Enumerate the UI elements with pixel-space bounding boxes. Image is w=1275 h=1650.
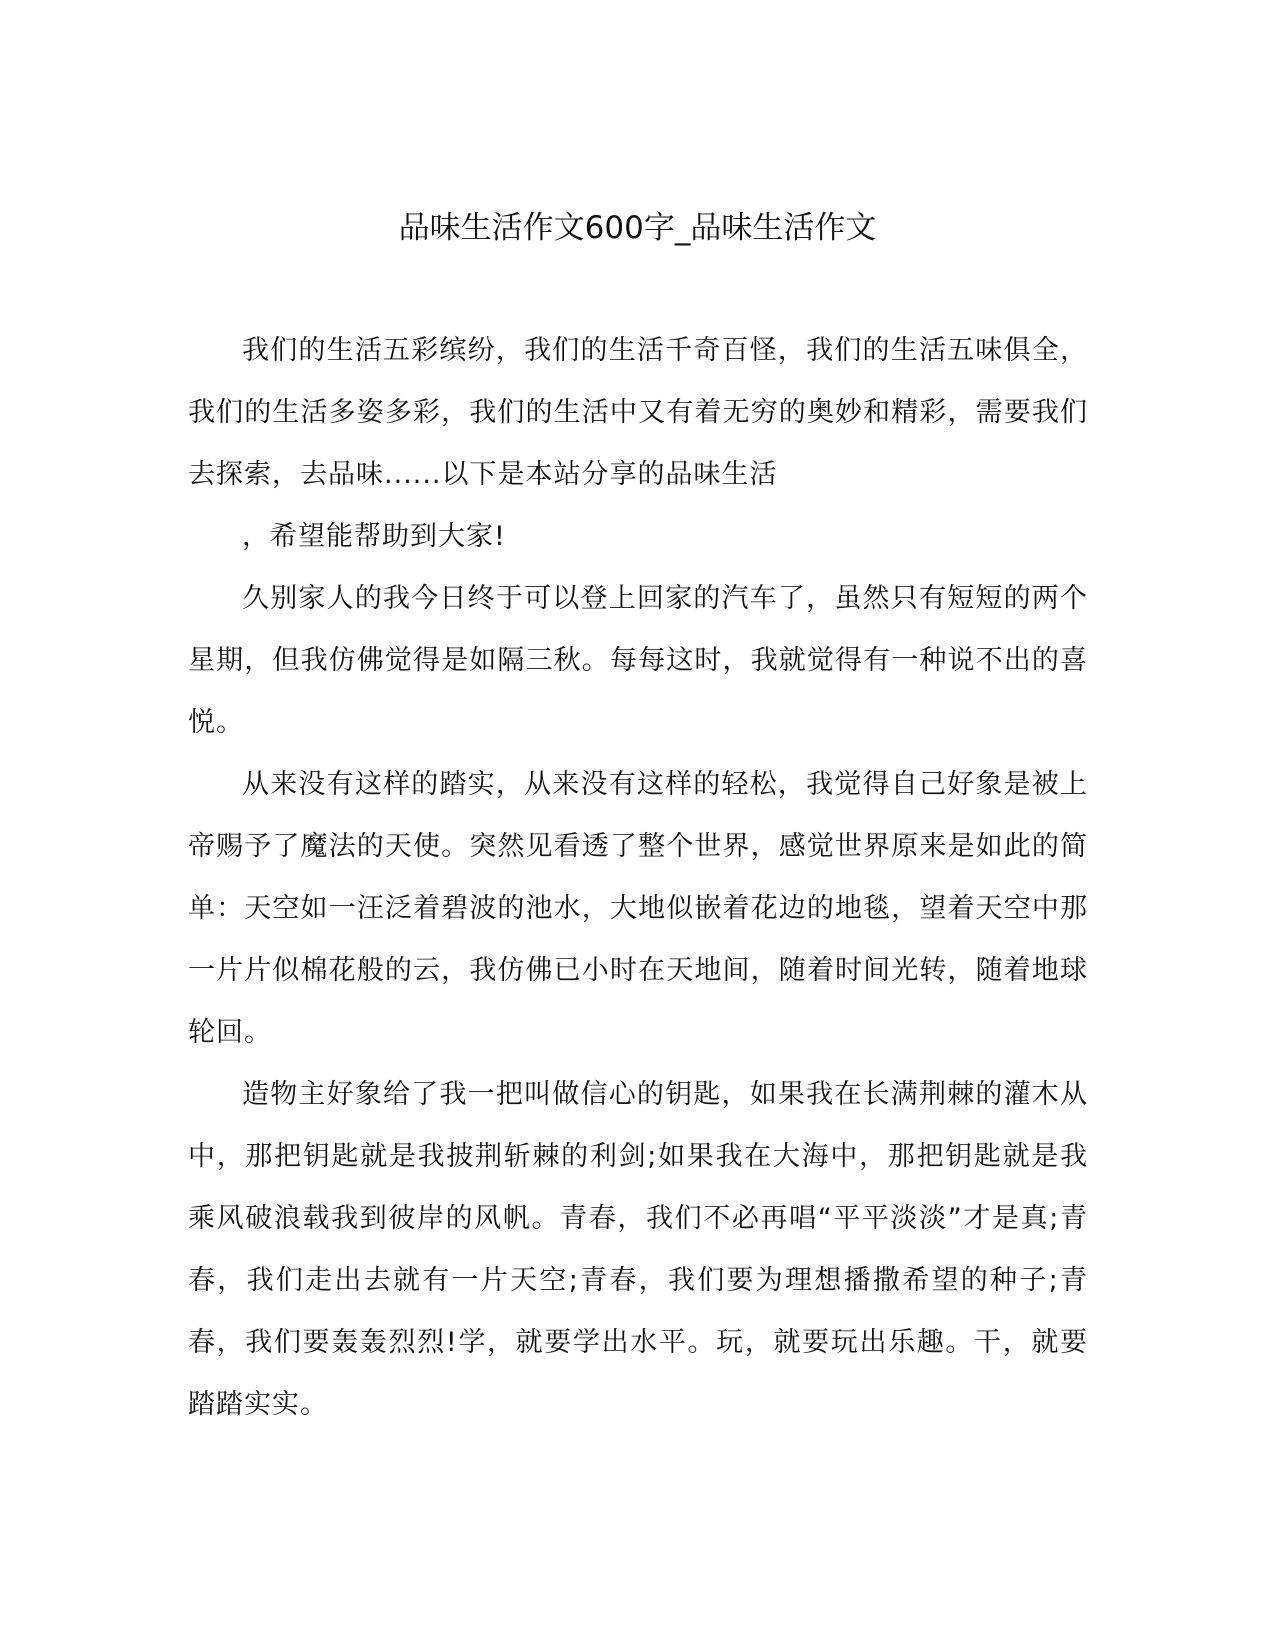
paragraph-going-home: 久别家人的我今日终于可以登上回家的汽车了，虽然只有短短的两个星期，但我仿佛觉得是如隔三秋。每每这时，我就觉得有一种说不出的喜悦。 [188,583,1088,738]
document-body [188,320,1088,1436]
paragraph-intro: 我们的生活五彩缤纷，我们的生活千奇百怪，我们的生活五味俱全，我们的生活多姿多彩，我们的生活中又有着无穷的奥妙和精彩，需要我们去探索，去品味......以下是本站分享的品味生活 [188,335,1088,490]
document-title: 品味生活作文600字_品味生活作文 [398,210,877,246]
paragraph-world: 从来没有这样的踏实，从来没有这样的轻松，我觉得自己好象是被上帝赐予了魔法的天使。突然见看透了整个世界，感觉世界原来是如此的简单：天空如一汪泛着碧波的池水，大地似嵌着花边的地毯，望着天空中那一片片似棉花般的云，我仿佛已小时在天地间，随着时间光转，随着地球轮回。 [188,769,1088,1048]
paragraph-youth: 造物主好象给了我一把叫做信心的钥匙，如果我在长满荆棘的灌木从中，那把钥匙就是我披荆斩棘的利剑;如果我在大海中，那把钥匙就是我乘风破浪载我到彼岸的风帆。青春，我们不必再唱“平平淡淡”才是真;青春，我们走出去就有一片天空;青春，我们要为理想播撒希望的种子;青春，我们要轰轰烈烈!学，就要学出水平。玩，就要玩出乐趣。干，就要踏踏实实。 [188,1079,1088,1420]
paragraph-wish: ，希望能帮助到大家! [242,521,506,552]
